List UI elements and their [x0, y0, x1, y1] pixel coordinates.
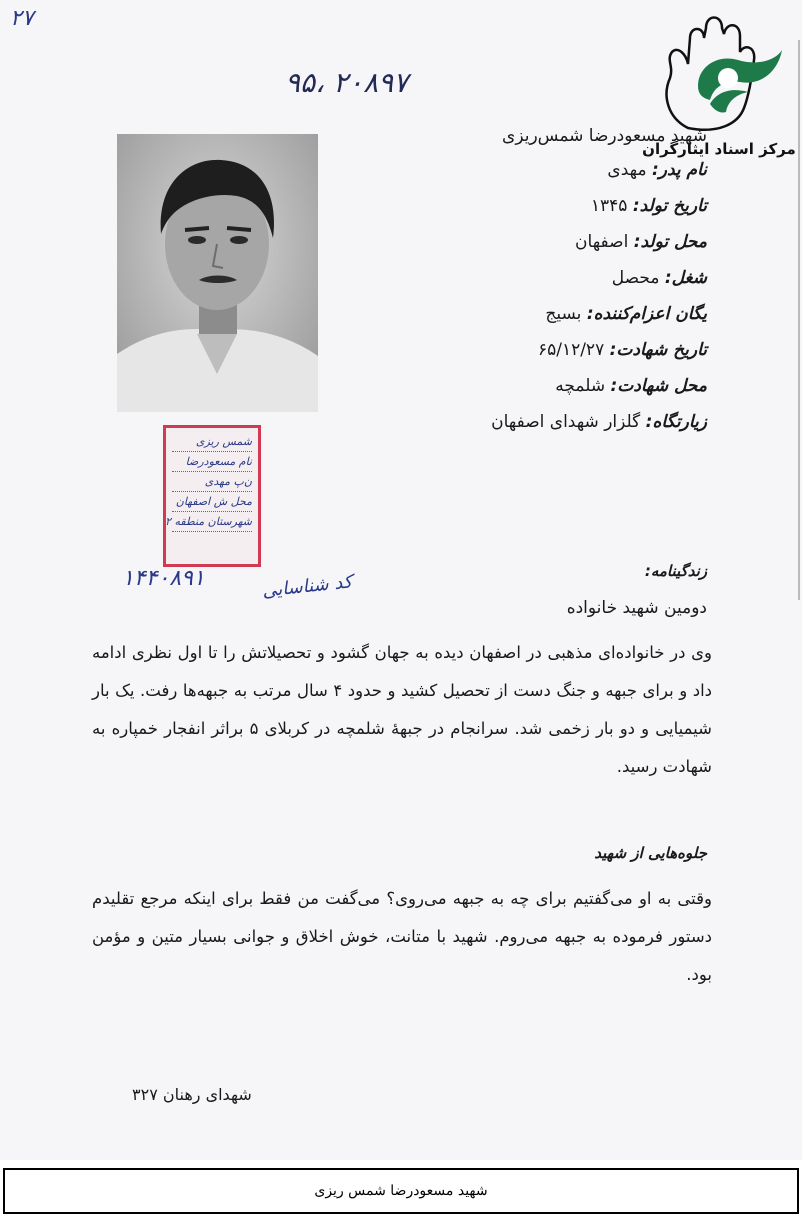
- info-value: شلمچه: [555, 376, 606, 396]
- biography-text: وی در خانواده‌ای مذهبی در اصفهان دیده به جهان گشود و تحصیلاتش را تا اول نظری ادامه داد و برای جبهه و جنگ دست از تحصیل کشید و حدود ۴ سال مرتب به جبهه‌ها رفت. یک بار شیمیایی و دو بار زخمی شد. سرانجام در جبههٔ شلمچه در کربلای ۵ براثر انفجار خمپاره به شهادت رسید.: [92, 643, 712, 776]
- info-occupation: [347, 260, 707, 296]
- footer-book-title: شهدای رهنان: [162, 1085, 252, 1104]
- handwritten-signature: کد شناسایی: [261, 571, 354, 602]
- info-label: تاریخ تولد:: [632, 196, 707, 216]
- info-burial-place: [347, 404, 707, 440]
- biography-heading: زندگینامه:: [644, 562, 707, 580]
- stamp-line: شمس ریزی: [172, 432, 252, 452]
- info-birth-date: [347, 188, 707, 224]
- info-martyrdom-date: [347, 332, 707, 368]
- glimpses-text: وقتی به او می‌گفتیم برای چه به جبهه می‌روی؟ می‌گفت من فقط برای اینکه مرجع تقلیدم دستور فرموده به جبهه می‌روم. شهید با متانت، خوش اخلاق و جوانی بسیار متین و مؤمن بود.: [92, 889, 712, 984]
- scan-edge: [798, 40, 800, 600]
- info-father-name: [347, 152, 707, 188]
- info-value: محصل: [611, 268, 660, 288]
- info-label: نام پدر:: [651, 160, 707, 180]
- logo-caption: مرکز اسناد ایثارگران: [642, 140, 796, 158]
- info-label: محل شهادت:: [610, 376, 707, 396]
- info-value: گلزار شهدای اصفهان: [491, 412, 641, 432]
- martyr-name: شهید مسعودرضا شمس‌ریزی: [502, 126, 707, 146]
- martyr-info: [347, 118, 707, 440]
- stamp-line: نام مسعودرضا: [172, 452, 252, 472]
- martyr-photo: [117, 134, 318, 412]
- info-value: ۱۳۴۵: [590, 196, 628, 216]
- stamp-line: ن‌پ مهدی: [172, 472, 252, 492]
- info-label: تاریخ شهادت:: [609, 340, 707, 360]
- page-footer: [112, 1085, 252, 1104]
- archive-number-secondary: ۱۴۴۰۸۹۱: [122, 566, 205, 591]
- glimpses-heading: جلوه‌هایی از شهید: [594, 844, 707, 862]
- info-value: اصفهان: [575, 232, 629, 252]
- biography-subtitle: دومین شهید خانواده: [566, 598, 707, 618]
- stamp-line: شهرستان منطقه ۲: [172, 512, 252, 532]
- info-martyrdom-place: [347, 368, 707, 404]
- footer-page-number: ۳۲۷: [132, 1085, 158, 1104]
- info-label: محل تولد:: [633, 232, 707, 252]
- info-value: ۶۵/۱۲/۲۷: [537, 340, 605, 360]
- info-deploying-unit: [347, 296, 707, 332]
- info-label: زیارتگاه:: [645, 412, 707, 432]
- info-label: شغل:: [664, 268, 707, 288]
- archive-stamp: [163, 425, 261, 567]
- info-value: مهدی: [607, 160, 647, 180]
- info-value: بسیج: [545, 304, 582, 324]
- info-birth-place: [347, 224, 707, 260]
- stamp-line: محل ش اصفهان: [172, 492, 252, 512]
- caption-bar: [3, 1168, 799, 1214]
- archive-number: ۹۵، ۲۰۸۹۷: [285, 66, 409, 99]
- handwritten-page-number: ۲۷: [10, 6, 34, 31]
- caption-text: شهید مسعودرضا شمس ریزی: [314, 1183, 488, 1199]
- info-label: یگان اعزام‌کننده:: [586, 304, 707, 324]
